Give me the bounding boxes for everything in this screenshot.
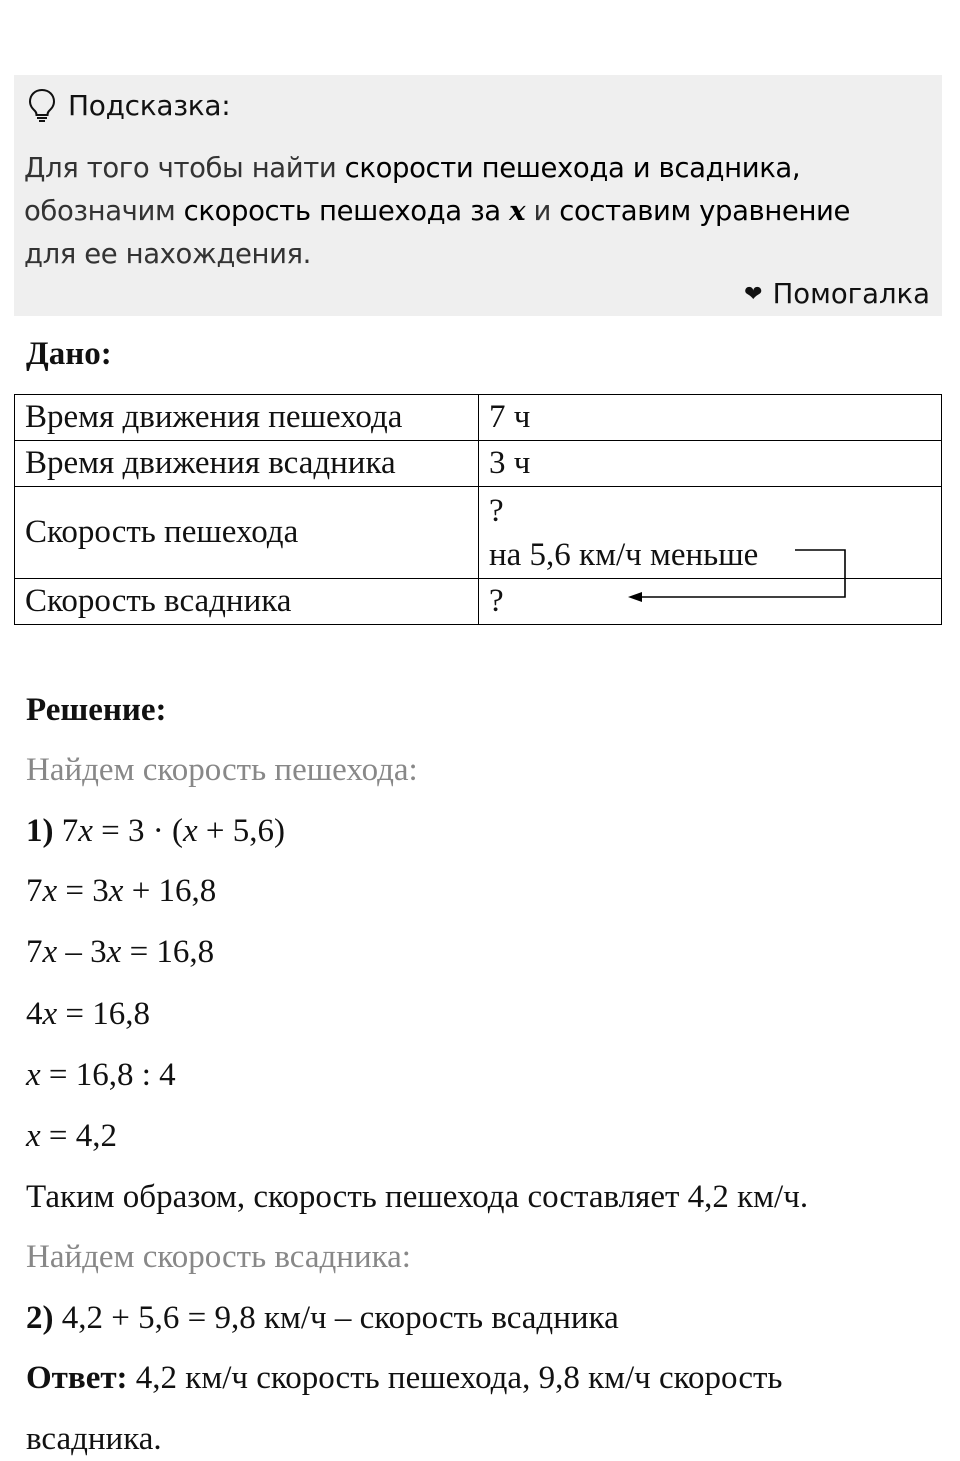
hint-header	[26, 85, 230, 125]
hint-text-plain: обозначим	[24, 195, 184, 227]
source-credit[interactable]	[744, 278, 930, 310]
equation-part: 7	[53, 813, 79, 849]
equation-part: 7	[26, 934, 43, 970]
hint-variable-x: x	[509, 195, 526, 227]
variable-x: x	[106, 934, 122, 970]
table-cell-label: Время движения пешехода	[15, 395, 479, 441]
table-row	[15, 579, 942, 625]
table-cell-value-unknown: ?	[489, 492, 504, 529]
conclusion-1: Таким образом, скорость пешехода составляет 4,2 км/ч.	[26, 1179, 809, 1215]
given-heading: Дано:	[26, 336, 112, 372]
equation-3	[26, 934, 214, 971]
step-number: 1)	[26, 813, 54, 849]
hint-line-1	[24, 147, 924, 190]
equation-2	[26, 873, 216, 910]
equation-6	[26, 1118, 117, 1155]
equation-part: = 16,8	[57, 996, 151, 1032]
equation-4	[26, 996, 150, 1033]
equation-5	[26, 1057, 176, 1094]
equation-7	[26, 1300, 619, 1337]
heart-icon: ❤	[744, 281, 763, 307]
hint-line-2	[24, 190, 924, 233]
equation-part: – 3	[57, 934, 107, 970]
source-label: Помогалка	[772, 278, 930, 310]
variable-x: x	[42, 996, 58, 1032]
step-number: 2)	[26, 1300, 54, 1336]
table-row	[15, 395, 942, 441]
table-cell-value-note: на 5,6 км/ч меньше	[489, 536, 759, 573]
equation-part: 4,2 + 5,6 = 9,8 км/ч – скорость всадника	[53, 1300, 619, 1336]
given-table	[14, 394, 942, 625]
table-cell-label: Скорость пешехода	[15, 487, 479, 579]
hint-text-plain: и	[525, 195, 560, 227]
answer-text: 4,2 км/ч скорость пешехода, 9,8 км/ч скорость	[127, 1360, 783, 1396]
table-row	[15, 441, 942, 487]
step1-intro: Найдем скорость пешехода:	[26, 752, 418, 788]
variable-x: x	[108, 873, 124, 909]
variable-x: x	[42, 934, 58, 970]
table-cell-value	[479, 487, 942, 579]
table-cell-value: ?	[479, 579, 942, 625]
hint-box	[14, 75, 942, 316]
variable-x: x	[78, 813, 93, 849]
equation-part: 7	[26, 873, 43, 909]
answer-line-1	[26, 1360, 782, 1397]
hint-text-emphasis: скорость пешехода за	[183, 195, 510, 227]
variable-x: x	[26, 1118, 41, 1154]
equation-part: 4	[26, 996, 43, 1032]
equation-part: = 16,8	[121, 934, 215, 970]
solution-heading: Решение:	[26, 692, 167, 728]
hint-line-3: для ее нахождения.	[24, 238, 312, 270]
hint-text-emphasis: скорости пешехода и всадника,	[344, 152, 801, 184]
equation-1	[26, 813, 285, 850]
equation-part: + 16,8	[123, 873, 217, 909]
hint-title: Подсказка:	[68, 88, 231, 122]
hint-text	[24, 147, 924, 276]
table-cell-label: Скорость всадника	[15, 579, 479, 625]
equation-part: + 5,6)	[197, 813, 286, 849]
equation-part: = 4,2	[40, 1118, 118, 1154]
table-row	[15, 487, 942, 579]
variable-x: x	[183, 813, 198, 849]
equation-part: = 3	[57, 873, 109, 909]
hint-text-emphasis: составим уравнение	[559, 195, 851, 227]
lightbulb-icon	[26, 87, 58, 123]
table-cell-value: 7 ч	[479, 395, 942, 441]
answer-line-2: всадника.	[26, 1421, 162, 1457]
variable-x: x	[42, 873, 58, 909]
answer-label: Ответ:	[26, 1360, 128, 1396]
step2-intro: Найдем скорость всадника:	[26, 1239, 411, 1275]
table-cell-value: 3 ч	[479, 441, 942, 487]
equation-part: = 16,8 : 4	[40, 1057, 176, 1093]
equation-part: = 3 · (	[92, 813, 183, 849]
variable-x: x	[26, 1057, 41, 1093]
table-cell-label: Время движения всадника	[15, 441, 479, 487]
hint-text-plain: Для того чтобы найти	[24, 152, 345, 184]
